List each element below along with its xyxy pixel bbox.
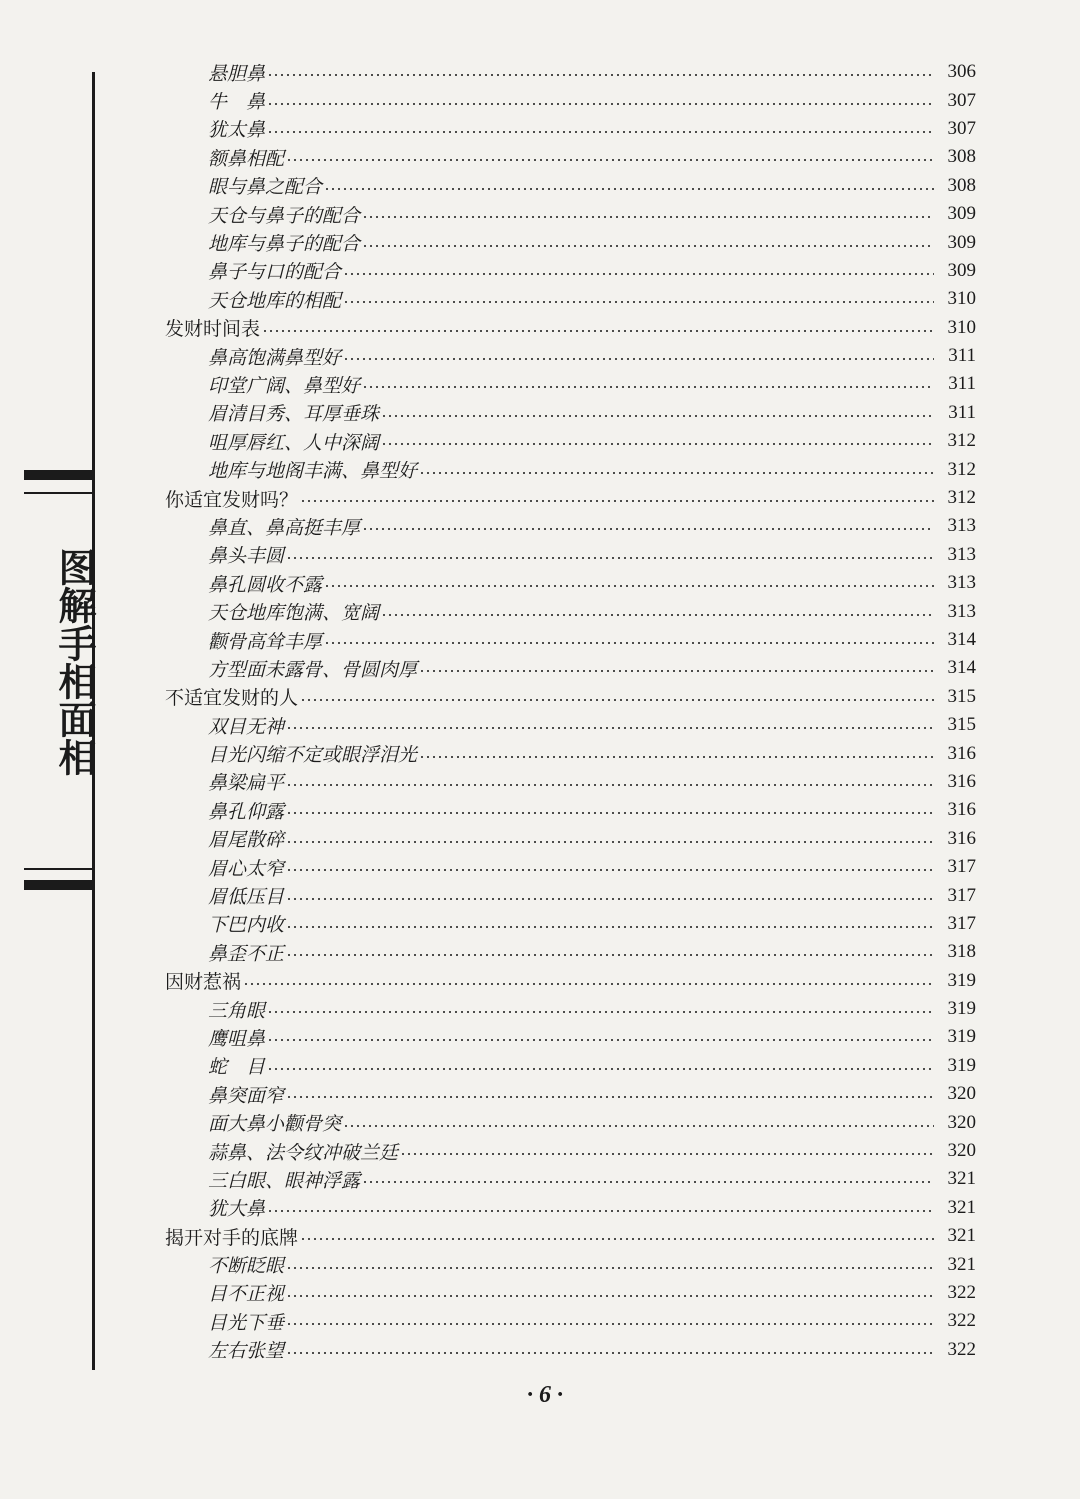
- toc-entry-title: 目光下垂: [208, 1311, 285, 1334]
- side-title: 图解手相面相: [52, 548, 96, 776]
- dot-leader: [243, 983, 934, 985]
- dot-leader: [324, 585, 934, 587]
- toc-entry-title: 因财惹祸: [165, 971, 242, 994]
- toc-entry-page: 313: [947, 600, 976, 622]
- toc-entry-title: 面大鼻小颧骨突: [208, 1113, 342, 1136]
- dot-leader: [343, 273, 934, 275]
- toc-entry: [0, 399, 1080, 427]
- toc-entry-page: 318: [947, 941, 976, 963]
- dot-leader: [400, 1153, 934, 1155]
- dot-leader: [286, 869, 934, 871]
- toc-entry-title: 天仓地库饱满、宽阔: [208, 602, 380, 625]
- dot-leader: [286, 898, 934, 900]
- dot-leader: [267, 131, 934, 133]
- toc-entry: [0, 654, 1080, 682]
- toc-entry-title: 揭开对手的底牌: [165, 1226, 299, 1249]
- toc-entry-page: 316: [947, 827, 976, 849]
- toc-entry-title: 不适宜发财的人: [165, 687, 299, 710]
- toc-entry-title: 眉尾散碎: [208, 829, 285, 852]
- toc-entry-title: 颧骨高耸丰厚: [208, 630, 323, 653]
- toc-entry-page: 322: [947, 1310, 976, 1332]
- toc-entry: [0, 569, 1080, 597]
- dot-leader: [343, 1125, 934, 1127]
- toc-entry-page: 310: [947, 288, 976, 310]
- toc-entry-title: 方型面未露骨、骨圆肉厚: [208, 658, 418, 681]
- toc-entry-title: 咀厚唇红、人中深阔: [208, 431, 380, 454]
- toc-entry-page: 317: [947, 884, 976, 906]
- toc-entry-page: 314: [947, 657, 976, 679]
- toc-entry-page: 319: [947, 969, 976, 991]
- dot-leader: [286, 1323, 934, 1325]
- dot-leader: [286, 784, 934, 786]
- toc-entry-page: 319: [947, 1026, 976, 1048]
- dot-leader: [286, 159, 934, 161]
- toc-entry-page: 308: [947, 174, 976, 196]
- toc-entry: [0, 853, 1080, 881]
- table-of-contents: [0, 58, 1080, 1364]
- toc-entry-title: 眉心太窄: [208, 857, 285, 880]
- toc-entry: [0, 1052, 1080, 1080]
- toc-entry-page: 313: [947, 515, 976, 537]
- toc-entry-title: 鼻歪不正: [208, 942, 285, 965]
- toc-entry: [0, 58, 1080, 86]
- dot-leader: [286, 1352, 934, 1354]
- toc-entry-title: 犹大鼻: [208, 1198, 266, 1221]
- toc-entry-title: 印堂广阔、鼻型好: [208, 374, 361, 397]
- toc-entry-page: 307: [947, 89, 976, 111]
- toc-entry-page: 319: [947, 998, 976, 1020]
- toc-entry-page: 308: [947, 146, 976, 168]
- dot-leader: [286, 926, 934, 928]
- toc-entry-title: 天仓与鼻子的配合: [208, 204, 361, 227]
- toc-entry: [0, 796, 1080, 824]
- toc-entry-page: 321: [947, 1196, 976, 1218]
- toc-entry-title: 不断眨眼: [208, 1255, 285, 1278]
- toc-entry-page: 309: [947, 203, 976, 225]
- toc-entry-page: 310: [947, 316, 976, 338]
- toc-entry-page: 319: [947, 1054, 976, 1076]
- toc-entry-page: 311: [948, 401, 976, 423]
- toc-entry-page: 316: [947, 799, 976, 821]
- page-number: · 6 ·: [527, 1382, 563, 1408]
- toc-entry-title: 左右张望: [208, 1340, 285, 1363]
- toc-entry: [0, 995, 1080, 1023]
- toc-entry-title: 悬胆鼻: [208, 62, 266, 85]
- toc-entry: [0, 427, 1080, 455]
- toc-entry-title: 三角眼: [208, 999, 266, 1022]
- toc-entry-page: 306: [947, 61, 976, 83]
- dot-leader: [419, 472, 934, 474]
- toc-entry-title: 鹰咀鼻: [208, 1027, 266, 1050]
- toc-entry: [0, 228, 1080, 256]
- toc-entry-title: 鼻突面窄: [208, 1084, 285, 1107]
- toc-entry: [0, 1165, 1080, 1193]
- dot-leader: [343, 301, 934, 303]
- toc-entry-title: 牛 鼻: [208, 91, 266, 114]
- toc-entry: [0, 739, 1080, 767]
- toc-entry-title: 鼻头丰圆: [208, 545, 285, 568]
- dot-leader: [343, 358, 934, 360]
- toc-entry: [0, 1307, 1080, 1335]
- toc-entry-page: 313: [947, 572, 976, 594]
- dot-leader: [419, 756, 934, 758]
- toc-entry-page: 317: [947, 912, 976, 934]
- toc-entry-page: 309: [947, 259, 976, 281]
- toc-entry-page: 313: [947, 543, 976, 565]
- toc-entry: [0, 825, 1080, 853]
- toc-entry: [0, 1336, 1080, 1364]
- toc-entry-page: 316: [947, 742, 976, 764]
- toc-entry: [0, 370, 1080, 398]
- toc-section-entry: [0, 1222, 1080, 1250]
- toc-entry: [0, 172, 1080, 200]
- toc-entry-page: 321: [947, 1168, 976, 1190]
- toc-entry-page: 314: [947, 629, 976, 650]
- toc-entry-title: 地库与地阁丰满、鼻型好: [208, 460, 418, 483]
- dot-leader: [300, 1238, 934, 1240]
- dot-leader: [267, 74, 934, 76]
- toc-section-entry: [0, 314, 1080, 342]
- toc-entry: [0, 1080, 1080, 1108]
- dot-leader: [362, 245, 934, 247]
- toc-entry: [0, 143, 1080, 171]
- dot-leader: [267, 1039, 934, 1041]
- toc-entry: [0, 115, 1080, 143]
- toc-entry-title: 眉低压目: [208, 886, 285, 909]
- toc-entry-title: 鼻孔仰露: [208, 800, 285, 823]
- toc-entry-title: 三白眼、眼神浮露: [208, 1169, 361, 1192]
- dot-leader: [300, 699, 934, 701]
- toc-entry-page: 322: [947, 1281, 976, 1303]
- dot-leader: [286, 1267, 934, 1269]
- dot-leader: [267, 1011, 934, 1013]
- toc-entry: [0, 257, 1080, 285]
- dot-leader: [262, 330, 934, 332]
- toc-entry: [0, 541, 1080, 569]
- toc-entry-title: 下巴内收: [208, 914, 285, 937]
- toc-section-entry: [0, 967, 1080, 995]
- toc-entry: [0, 1194, 1080, 1222]
- toc-entry-title: 地库与鼻子的配合: [208, 233, 361, 256]
- dot-leader: [286, 1295, 934, 1297]
- dot-leader: [362, 528, 934, 530]
- toc-entry-page: 311: [948, 373, 976, 395]
- toc-entry-title: 犹太鼻: [208, 119, 266, 142]
- toc-entry-title: 眼与鼻之配合: [208, 176, 323, 199]
- toc-entry: [0, 597, 1080, 625]
- dot-leader: [381, 415, 934, 417]
- toc-entry-page: 321: [947, 1225, 976, 1247]
- toc-section-entry: [0, 484, 1080, 512]
- toc-entry-title: 鼻子与口的配合: [208, 261, 342, 284]
- toc-entry-page: 322: [947, 1338, 976, 1360]
- toc-entry: [0, 512, 1080, 540]
- dot-leader: [362, 386, 934, 388]
- dot-leader: [286, 557, 934, 559]
- toc-entry-title: 鼻孔圆收不露: [208, 573, 323, 596]
- toc-entry-title: 目不正视: [208, 1283, 285, 1306]
- toc-entry-page: 309: [947, 231, 976, 253]
- dot-leader: [381, 443, 934, 445]
- toc-entry: [0, 938, 1080, 966]
- dot-leader: [286, 1096, 934, 1098]
- dot-leader: [286, 841, 934, 843]
- toc-entry: [0, 285, 1080, 313]
- toc-entry: [0, 768, 1080, 796]
- dot-leader: [286, 812, 934, 814]
- toc-entry-page: 317: [947, 856, 976, 878]
- dot-leader: [286, 727, 934, 729]
- toc-entry: [0, 455, 1080, 483]
- dot-leader: [300, 500, 934, 502]
- toc-entry-title: 你适宜发财吗？: [165, 488, 299, 511]
- toc-entry-title: 额鼻相配: [208, 147, 285, 170]
- dot-leader: [324, 642, 934, 644]
- dot-leader: [381, 614, 934, 616]
- dot-leader: [362, 216, 934, 218]
- dot-leader: [267, 1210, 934, 1212]
- toc-entry: [0, 626, 1080, 654]
- toc-entry-page: 315: [947, 714, 976, 736]
- toc-entry-page: 315: [947, 685, 976, 707]
- toc-entry-title: 蒜鼻、法令纹冲破兰廷: [208, 1141, 399, 1164]
- toc-entry: [0, 200, 1080, 228]
- dot-leader: [362, 1181, 934, 1183]
- toc-entry: [0, 86, 1080, 114]
- toc-entry: [0, 1250, 1080, 1278]
- toc-entry: [0, 910, 1080, 938]
- dot-leader: [267, 103, 934, 105]
- toc-entry-page: 320: [947, 1083, 976, 1105]
- dot-leader: [286, 954, 934, 956]
- toc-section-entry: [0, 683, 1080, 711]
- toc-entry: [0, 711, 1080, 739]
- toc-entry-title: 目光闪缩不定或眼浮泪光: [208, 744, 418, 767]
- toc-entry-page: 311: [948, 345, 976, 367]
- toc-entry: [0, 881, 1080, 909]
- toc-entry-page: 320: [947, 1111, 976, 1133]
- toc-entry-page: 312: [947, 430, 976, 452]
- toc-entry-page: 312: [947, 458, 976, 480]
- toc-entry-title: 发财时间表: [165, 318, 261, 341]
- dot-leader: [267, 1068, 934, 1070]
- toc-entry-title: 双目无神: [208, 715, 285, 738]
- toc-entry: [0, 1279, 1080, 1307]
- toc-entry-page: 320: [947, 1140, 976, 1162]
- toc-entry-page: 312: [947, 487, 976, 509]
- toc-entry-page: 321: [947, 1253, 976, 1275]
- toc-entry-title: 眉清目秀、耳厚垂珠: [208, 403, 380, 426]
- toc-entry-title: 天仓地库的相配: [208, 289, 342, 312]
- toc-entry-page: 307: [947, 117, 976, 139]
- toc-entry-title: 鼻高饱满鼻型好: [208, 346, 342, 369]
- toc-entry-title: 鼻直、鼻高挺丰厚: [208, 516, 361, 539]
- toc-entry-page: 316: [947, 770, 976, 792]
- toc-entry: [0, 1023, 1080, 1051]
- toc-entry: [0, 1108, 1080, 1136]
- dot-leader: [324, 188, 934, 190]
- toc-entry-title: 鼻梁扁平: [208, 772, 285, 795]
- toc-entry: [0, 1137, 1080, 1165]
- toc-entry: [0, 342, 1080, 370]
- toc-entry-title: 蛇 目: [208, 1056, 266, 1079]
- dot-leader: [419, 670, 934, 672]
